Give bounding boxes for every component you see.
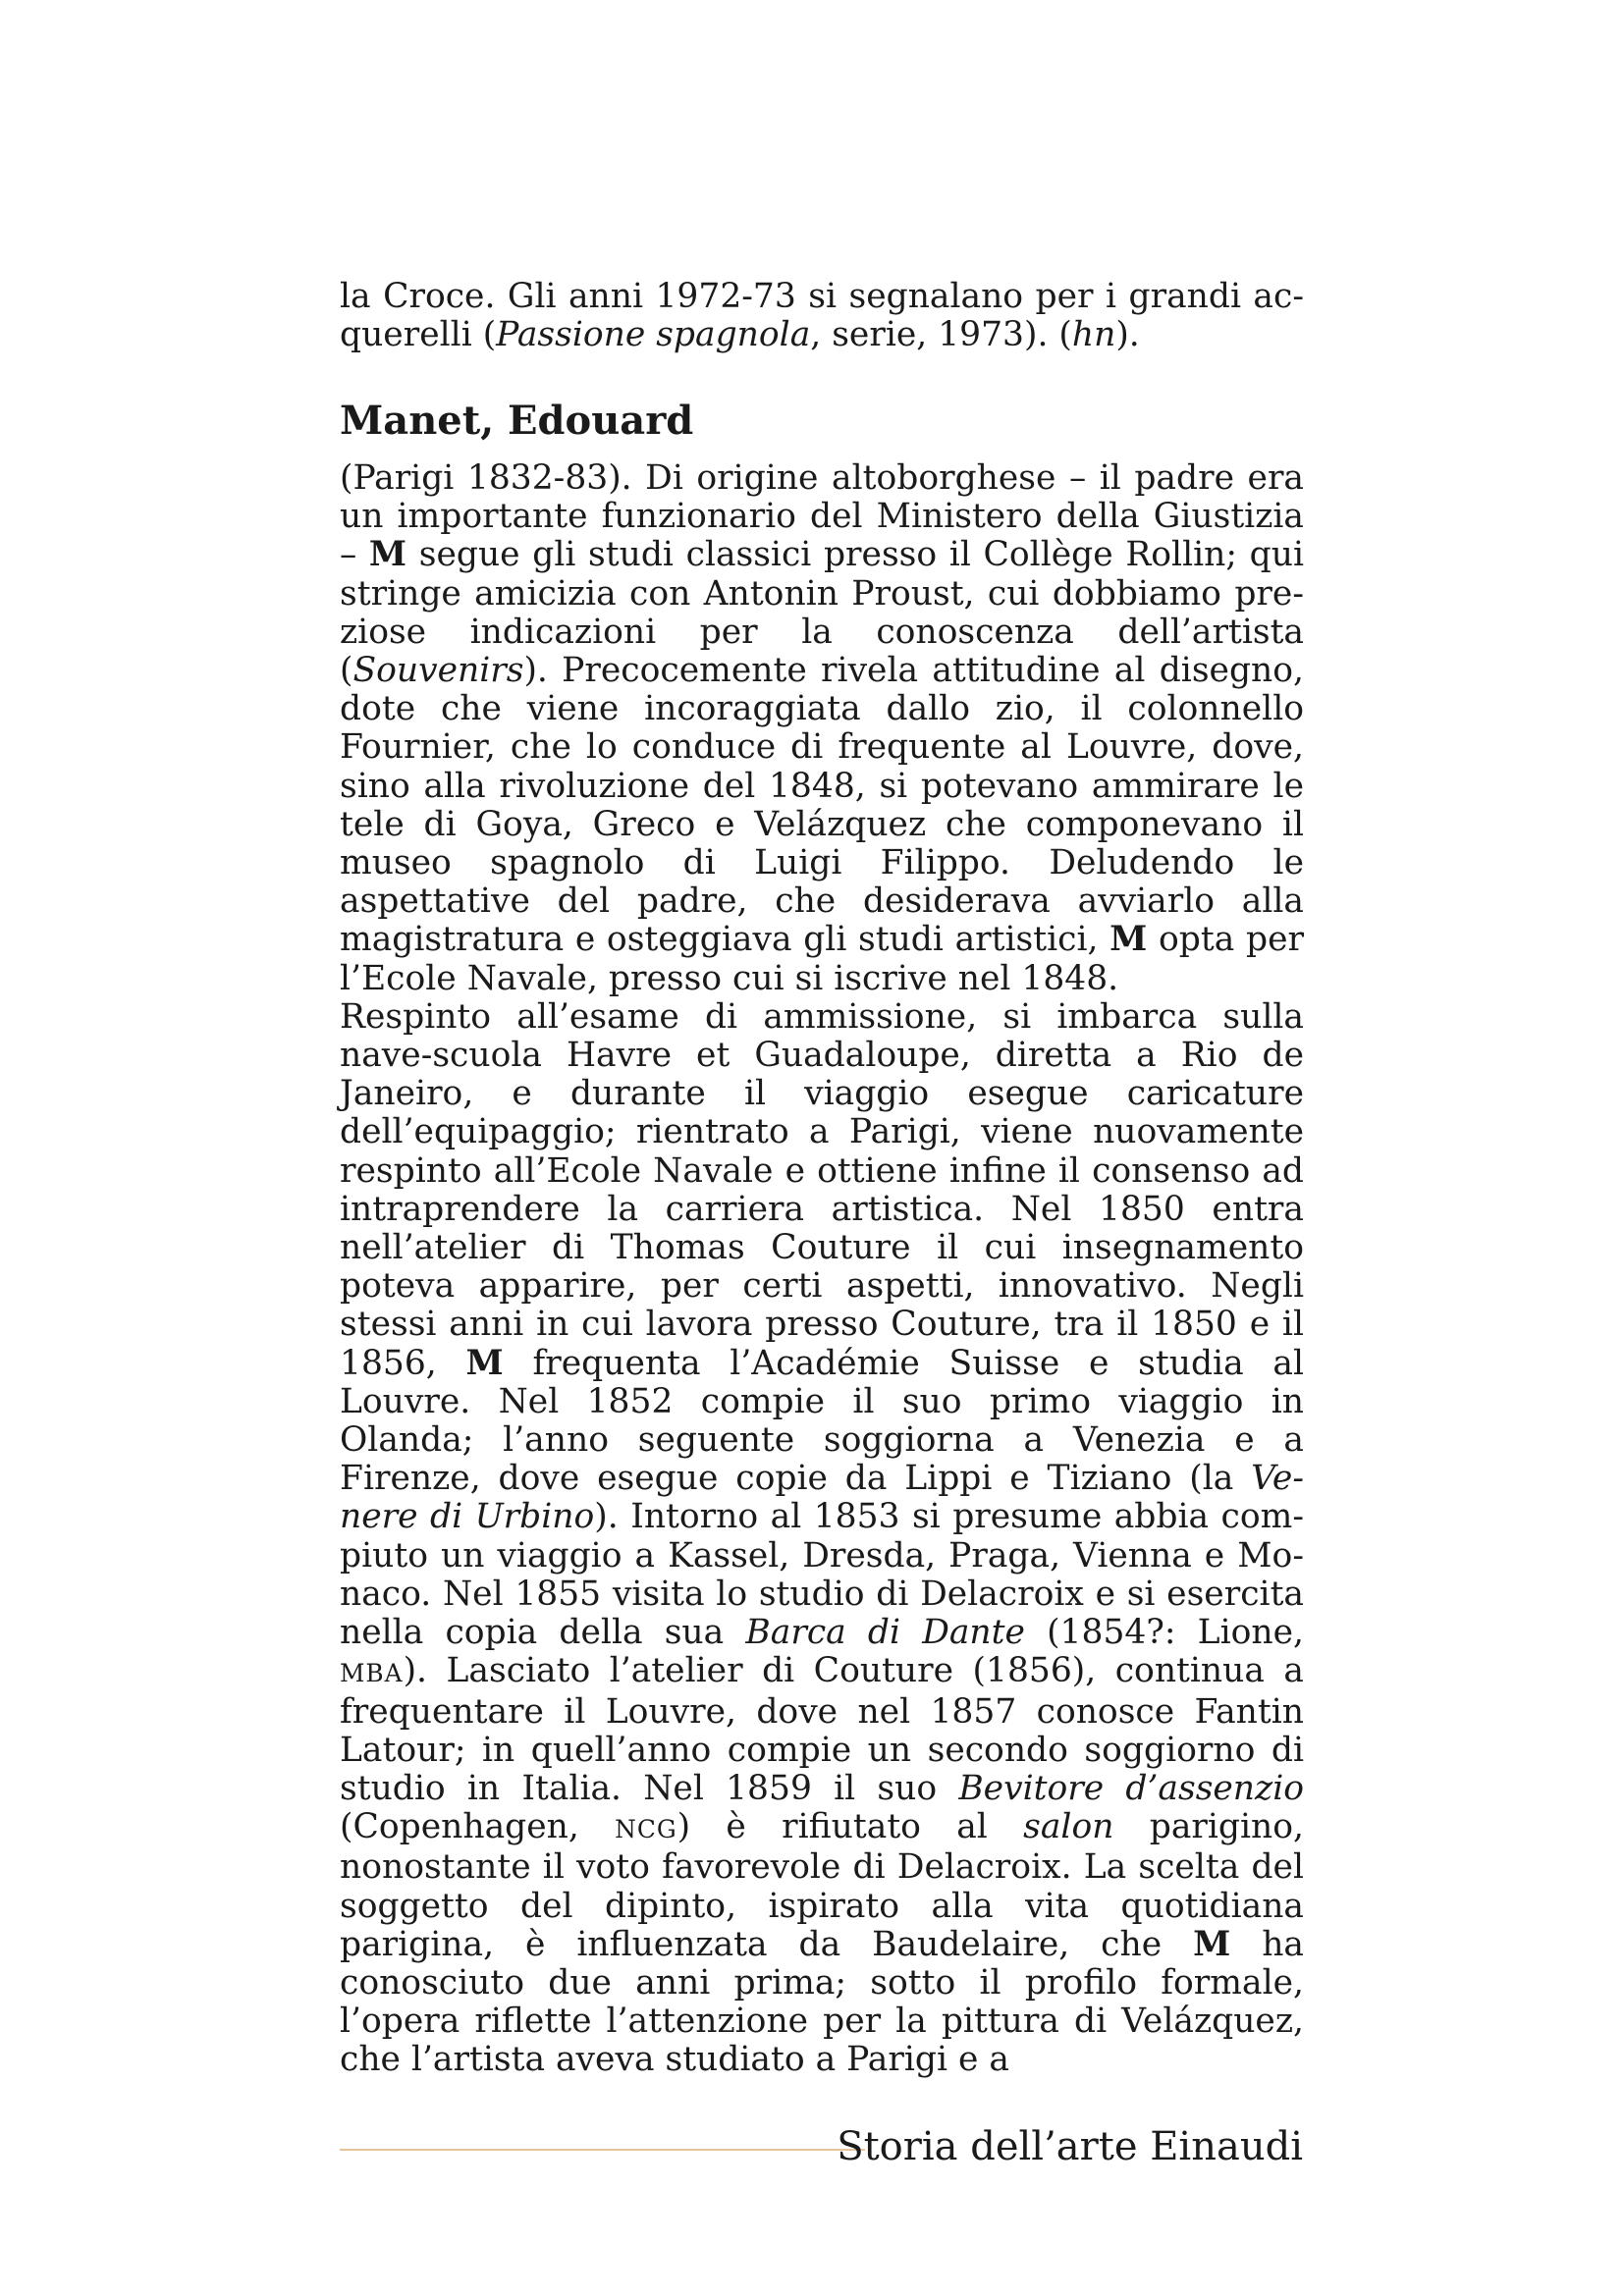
text-run: frequenta l’Académie Suisse e studia al Louvre. Nel 1852 compie il suo primo viaggio in Olanda; l’anno seguente soggiorna a Venezia e a Firenze, dove esegue copie da Lippi e Tiziano (la	[340, 1343, 1304, 1499]
text-run: (Copenhagen,	[340, 1807, 616, 1847]
subject-abbrev: M	[1109, 920, 1148, 960]
text-run: segue gli studi classici presso il Collège Rollin; qui stringe amicizia con Antonin Proust, cui dobbiamo preziose indicazioni per la conoscenza dell’artista (	[340, 535, 1304, 691]
author-initials: hn	[1071, 315, 1116, 355]
text-run: parigino, nonostante il voto favorevole di Delacroix. La scelta del soggetto del dipinto, ispirato alla vita quotidiana parigina, è influenzata da Baudelaire, che	[340, 1807, 1304, 1964]
text-run: opta per l’Ecole Navale, presso cui si iscrive nel 1848.	[340, 920, 1304, 998]
text-run: Respinto all’esame di ammissione, si imbarca sulla nave-scuola Havre et Guadaloupe, diretta a Rio de Janeiro, e durante il viaggio esegue caricature dell’equipaggio; rientrato a Parigi, viene nuovamente respinto all’Ecole Navale e ottiene infine il consenso ad intraprendere la carriera artistica. Nel 1850 entra nell’atelier di Thomas Couture il cui insegnamento poteva apparire, per certi aspetti, innovativo. Negli stessi anni in cui lavora presso Couture, tra il 1850 e il 1856,	[340, 996, 1304, 1383]
work-title: Souvenirs	[352, 651, 524, 691]
text-run: ha conosciuto due anni prima; sotto il profilo formale, l’opera riflette l’attenzione per la pittura di Velázquez, che l’artista aveva studiato a Parigi e a	[340, 1924, 1304, 2080]
subject-abbrev: M	[465, 1343, 504, 1383]
text-run: ) è rifiutato al	[676, 1807, 1024, 1847]
artwork-title: Venere di Urbino	[340, 1459, 1304, 1537]
subject-abbrev: M	[368, 535, 407, 575]
intro-paragraph	[340, 278, 1304, 354]
subject-abbrev: M	[1193, 1924, 1231, 1964]
artwork-title: Barca di Dante	[745, 1613, 1025, 1653]
text-run: ). Precocemente rivela attitudine al disegno, dote che viene incoraggiata dallo zio, il colonnello Fournier, che lo conduce di frequente al Louvre, dove, sino alla rivoluzione del 1848, si potevano ammirare le tele di Goya, Greco e Velázquez che componevano il museo spagnolo di Luigi Filippo. Deludendo le aspettative del padre, che desiderava avviarlo alla magistratura e osteggiava gli studi artistici,	[340, 651, 1304, 960]
text-run: ). Intorno al 1853 si presume abbia compiuto un viaggio a Kassel, Dresda, Praga, Vienna e Monaco. Nel 1855 visita lo studio di Delacroix e si esercita nella copia della sua	[340, 1497, 1305, 1653]
artwork-title: Bevitore d’assenzio	[958, 1768, 1305, 1808]
text-run: la Croce. Gli anni 1972-73 si segnalano per i grandi acquerelli (	[340, 277, 1304, 355]
artwork-title: Passione spagnola	[496, 315, 811, 355]
term-italic: salon	[1023, 1807, 1114, 1847]
entry-body	[340, 459, 1304, 2080]
footer-rule	[340, 2149, 865, 2151]
text-run: (1854?: Lione,	[1024, 1613, 1304, 1653]
entry-heading: Manet, Edouard	[340, 398, 694, 444]
museum-abbrev: MBA	[340, 1659, 404, 1688]
paragraph-1	[340, 459, 1304, 998]
text-run: ).	[1115, 315, 1140, 355]
text-run: ). Lasciato l’atelier di Couture (1856), continua a frequentare il Louvre, dove nel 1857 conosce Fantin Latour; in quell’anno compie un secondo soggiorno di studio in Italia. Nel 1859 il suo	[340, 1651, 1304, 1808]
museum-abbrev: NCG	[615, 1815, 677, 1844]
paragraph-2	[340, 998, 1304, 2080]
footer-publication-label: Storia dell’arte Einaudi	[837, 2124, 1303, 2169]
text-run: (Parigi 1832-83). Di origine altoborghese – il padre era un importante funzionario del Ministero della Giustizia –	[340, 458, 1304, 575]
text-run: , serie, 1973). (	[810, 315, 1072, 355]
